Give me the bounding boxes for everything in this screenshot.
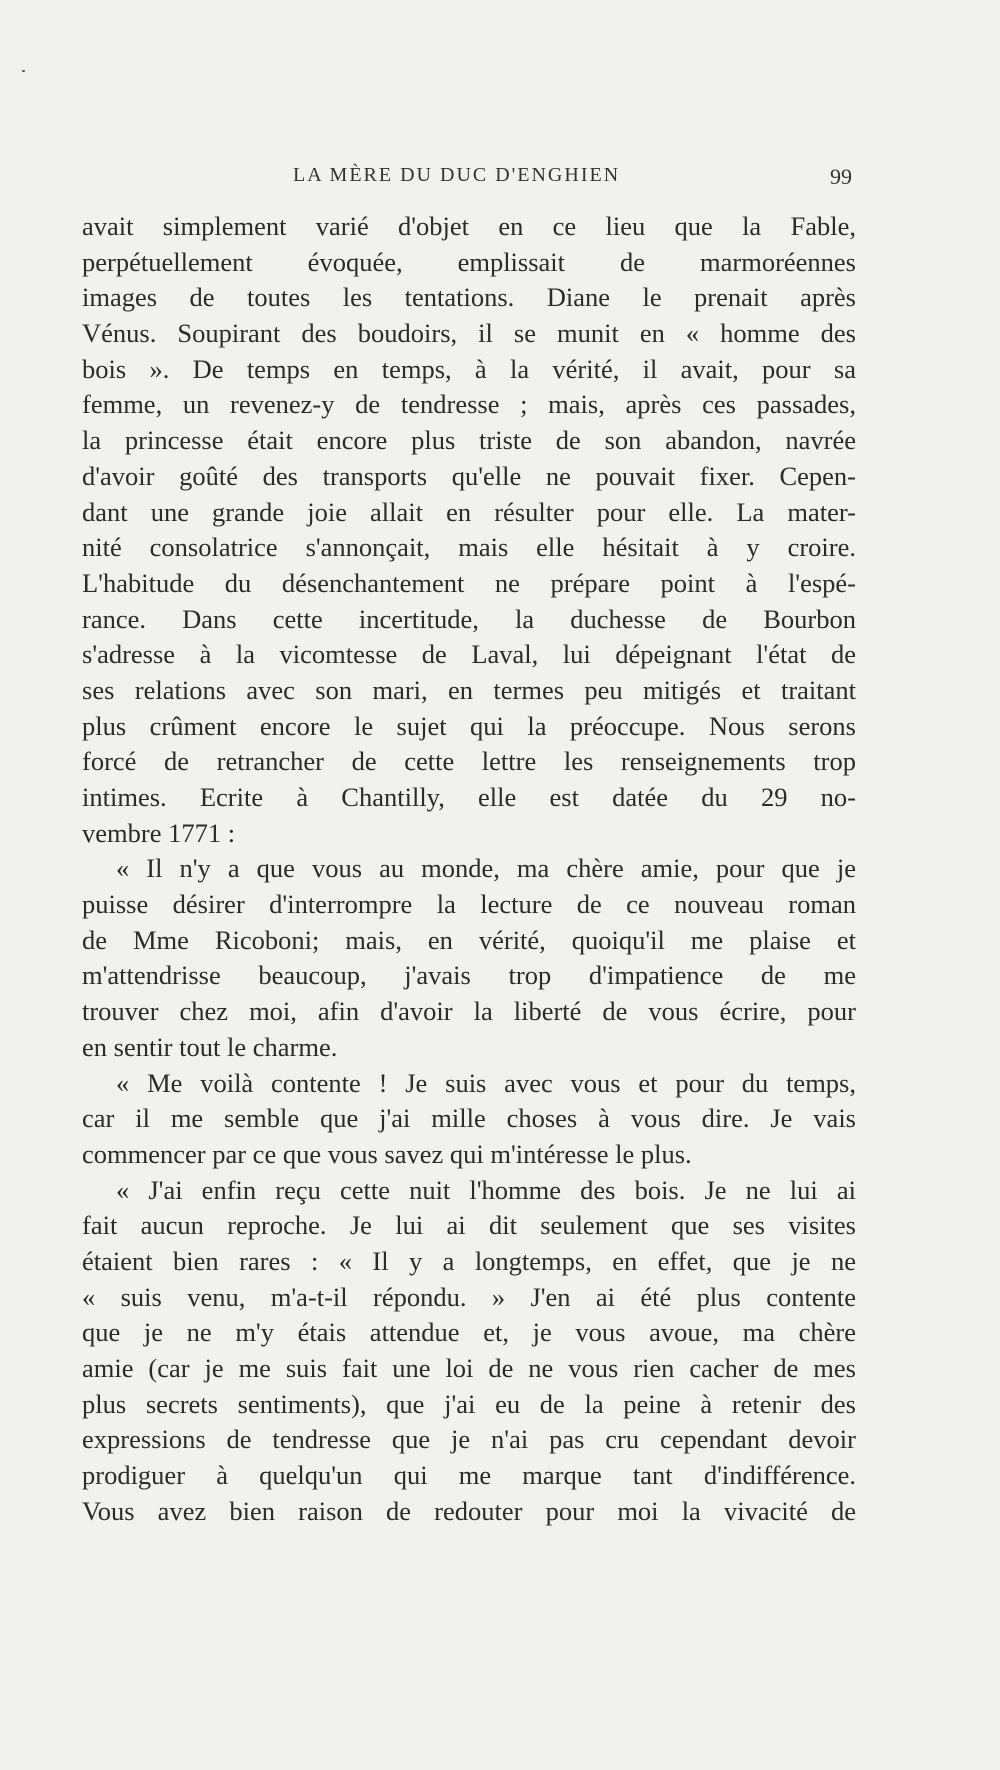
text-line: femme, un revenez-y de tendresse ; mais, après ces passades, — [82, 389, 856, 420]
text-line: Vous avez bien raison de redouter pour moi la vivacité de — [82, 1495, 856, 1526]
text-line: de Mme Ricoboni; mais, en vérité, quoiqu'il me plaise et — [82, 924, 856, 955]
text-line: m'attendrisse beaucoup, j'avais trop d'impatience de me — [82, 960, 856, 991]
text-line: plus crûment encore le sujet qui la préoccupe. Nous serons — [82, 710, 856, 741]
text-line: images de toutes les tentations. Diane le prenait après — [82, 282, 856, 313]
text-line: Vénus. Soupirant des boudoirs, il se munit en « homme des — [82, 318, 856, 349]
text-line: bois ». De temps en temps, à la vérité, il avait, pour sa — [82, 353, 856, 384]
text-line: puisse désirer d'interrompre la lecture de ce nouveau roman — [82, 889, 856, 920]
text-line: trouver chez moi, afin d'avoir la liberté de vous écrire, pour — [82, 996, 856, 1027]
text-line: perpétuellement évoquée, emplissait de marmoréennes — [82, 246, 856, 277]
text-line: car il me semble que j'ai mille choses à vous dire. Je vais — [82, 1103, 856, 1134]
text-line: la princesse était encore plus triste de son abandon, navrée — [82, 425, 856, 456]
text-line: forcé de retrancher de cette lettre les renseignements trop — [82, 746, 856, 777]
body-text — [82, 209, 856, 1529]
text-line: vembre 1771 : — [82, 817, 236, 848]
page-header — [0, 164, 1000, 194]
page-number: 99 — [830, 164, 852, 189]
text-line: fait aucun reproche. Je lui ai dit seulement que ses visites — [82, 1210, 856, 1241]
text-line: « suis venu, m'a-t-il répondu. » J'en ai été plus contente — [82, 1281, 856, 1312]
running-head: LA MÈRE DU DUC D'ENGHIEN — [293, 164, 621, 186]
text-line: dant une grande joie allait en résulter pour elle. La mater- — [82, 496, 856, 527]
text-line: L'habitude du désenchantement ne prépare point à l'espé- — [82, 567, 856, 598]
text-line: « Il n'y a que vous au monde, ma chère amie, pour que je — [116, 853, 856, 884]
text-line: s'adresse à la vicomtesse de Laval, lui dépeignant l'état de — [82, 639, 856, 670]
text-line: expressions de tendresse que je n'ai pas cru cependant devoir — [82, 1424, 856, 1455]
text-line: d'avoir goûté des transports qu'elle ne pouvait fixer. Cepen- — [82, 460, 856, 491]
text-line: nité consolatrice s'annonçait, mais elle hésitait à y croire. — [82, 532, 856, 563]
text-line: ses relations avec son mari, en termes peu mitigés et traitant — [82, 674, 856, 705]
text-line: « J'ai enfin reçu cette nuit l'homme des bois. Je ne lui ai — [116, 1174, 856, 1205]
text-line: rance. Dans cette incertitude, la duchesse de Bourbon — [82, 603, 856, 634]
text-line: intimes. Ecrite à Chantilly, elle est datée du 29 no- — [82, 782, 856, 812]
text-line: prodiguer à quelqu'un qui me marque tant d'indifférence. — [82, 1460, 856, 1491]
text-line: étaient bien rares : « Il y a longtemps, en effet, que je ne — [82, 1245, 856, 1276]
text-line: que je ne m'y étais attendue et, je vous avoue, ma chère — [82, 1317, 856, 1348]
text-line: amie (car je me suis fait une loi de ne vous rien cacher de mes — [82, 1353, 856, 1383]
paper-speck — [22, 70, 25, 72]
text-line: commencer par ce que vous savez qui m'intéresse le plus. — [82, 1138, 692, 1169]
text-line: avait simplement varié d'objet en ce lieu que la Fable, — [82, 211, 856, 241]
text-line: en sentir tout le charme. — [82, 1031, 338, 1062]
text-line: « Me voilà contente ! Je suis avec vous et pour du temps, — [116, 1067, 856, 1098]
text-line: plus secrets sentiments), que j'ai eu de la peine à retenir des — [82, 1388, 856, 1419]
